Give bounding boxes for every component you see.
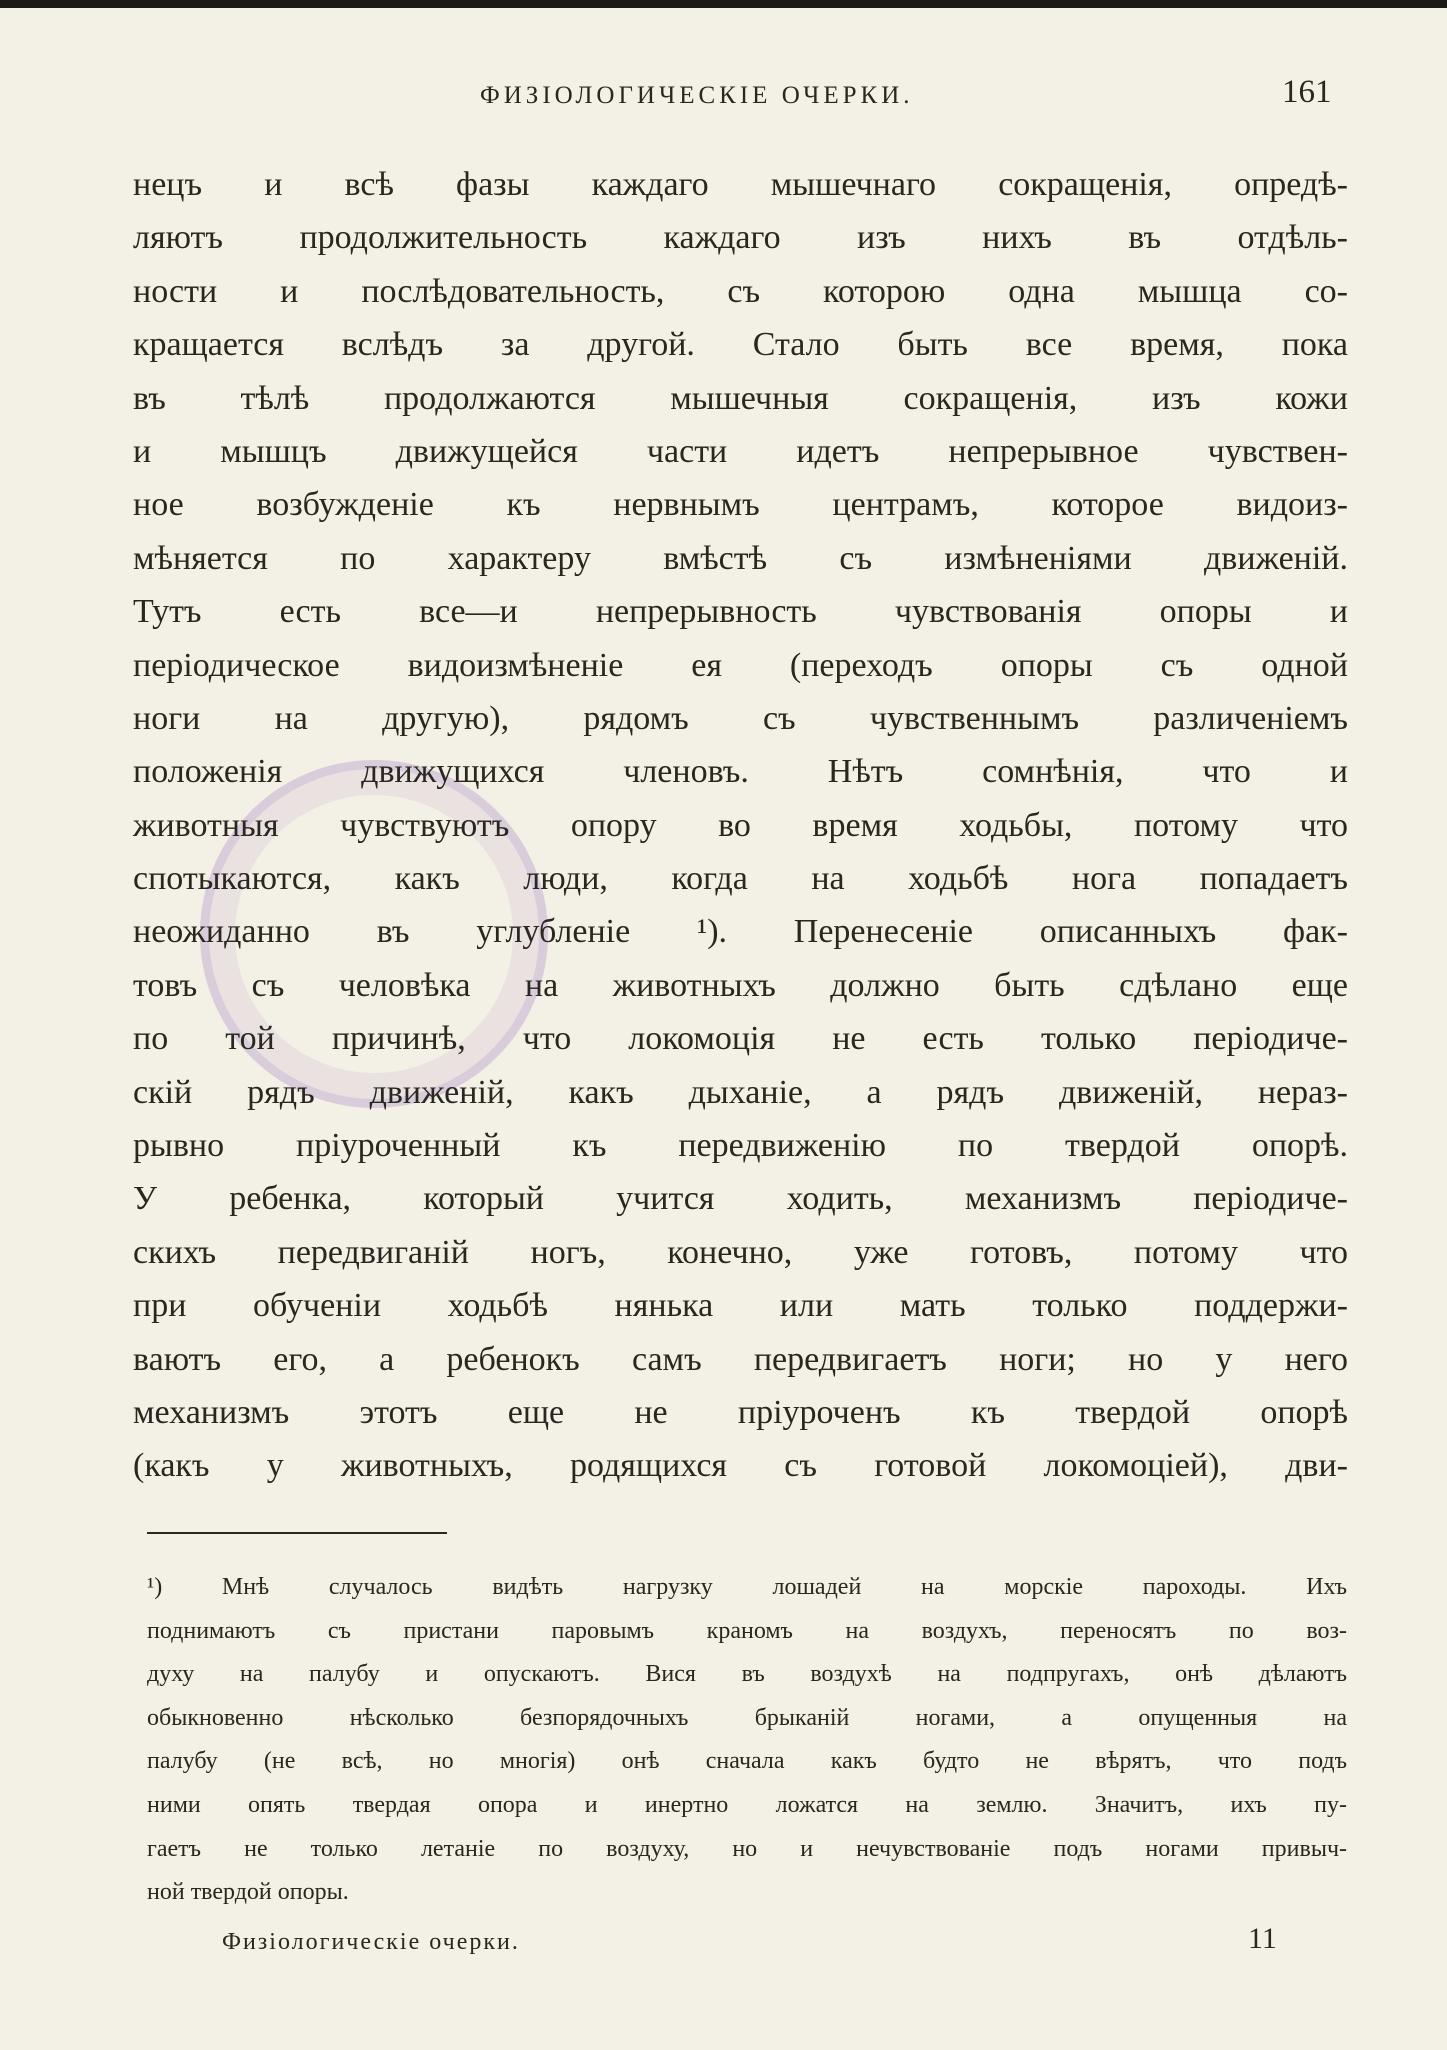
text-line: ное возбужденіе къ нервнымъ центрамъ, которое видоиз- bbox=[133, 486, 1348, 524]
text-line: въ тѣлѣ продолжаются мышечныя сокращенія, изъ кожи bbox=[133, 379, 1348, 417]
text-line: при обученіи ходьбѣ нянька или мать только поддержи- bbox=[133, 1287, 1348, 1325]
footnote-divider bbox=[147, 1532, 447, 1534]
footnote-line: гаетъ не только летаніе по воздуху, но и нечувствованіе подъ ногами привыч- bbox=[147, 1835, 1347, 1862]
text-line: товъ съ человѣка на животныхъ должно быть сдѣлано еще bbox=[133, 966, 1348, 1004]
text-line: періодическое видоизмѣненіе ея (переходъ опоры съ одной bbox=[133, 646, 1348, 684]
text-line: (какъ у животныхъ, родящихся съ готовой локомоціей), дви- bbox=[133, 1447, 1348, 1485]
footnote-line: ними опять твердая опора и инертно ложатся на землю. Значитъ, ихъ пу- bbox=[147, 1791, 1347, 1818]
footnote-line: духу на палубу и опускаютъ. Вися въ воздухѣ на подпругахъ, онѣ дѣлаютъ bbox=[147, 1661, 1347, 1688]
sheet-number: 11 bbox=[1248, 1922, 1277, 1955]
footnote-line: палубу (не всѣ, но многія) онѣ сначала какъ будто не вѣрятъ, что подъ bbox=[147, 1748, 1347, 1775]
text-line: скихъ передвиганій ногъ, конечно, уже готовъ, потому что bbox=[133, 1233, 1348, 1271]
text-line: рывно пріуроченный къ передвиженію по твердой опорѣ. bbox=[133, 1127, 1348, 1165]
text-line: животныя чувствуютъ опору во время ходьбы, потому что bbox=[133, 806, 1348, 844]
footnote-line: ной твердой опоры. bbox=[147, 1879, 349, 1906]
text-line: мѣняется по характеру вмѣстѣ съ измѣненіями движеній. bbox=[133, 539, 1348, 577]
text-line: и мышцъ движущейся части идетъ непрерывное чувствен- bbox=[133, 432, 1348, 470]
footnote bbox=[147, 1566, 1347, 1915]
text-line: кращается вслѣдъ за другой. Стало быть все время, пока bbox=[133, 326, 1348, 364]
text-line: неожиданно въ углубленіе ¹). Перенесеніе описанныхъ фак- bbox=[133, 913, 1348, 951]
text-line: положенія движущихся членовъ. Нѣтъ сомнѣнія, что и bbox=[133, 753, 1348, 791]
footnote-line: поднимаютъ съ пристани паровымъ краномъ на воздухъ, переносятъ по воз- bbox=[147, 1617, 1347, 1644]
text-line: нецъ и всѣ фазы каждаго мышечнаго сокращенія, опредѣ- bbox=[133, 166, 1348, 203]
footnote-line: обыкновенно нѣсколько безпорядочныхъ брыканій ногами, а опущенныя на bbox=[147, 1704, 1347, 1731]
text-line: механизмъ этотъ еще не пріуроченъ къ твердой опорѣ bbox=[133, 1393, 1348, 1431]
text-line: ноги на другую), рядомъ съ чувственнымъ различеніемъ bbox=[133, 699, 1348, 737]
footnote-line: ¹) Мнѣ случалось видѣть нагрузку лошадей на морскіе пароходы. Ихъ bbox=[147, 1574, 1347, 1600]
text-line: Тутъ есть все—и непрерывность чувствованія опоры и bbox=[133, 593, 1348, 631]
top-border bbox=[0, 0, 1447, 8]
text-line: скій рядъ движеній, какъ дыханіе, а рядъ движеній, нераз- bbox=[133, 1073, 1348, 1111]
text-line: ности и послѣдовательность, съ которою одна мышца со- bbox=[133, 272, 1348, 310]
text-line: спотыкаются, какъ люди, когда на ходьбѣ нога попадаетъ bbox=[133, 860, 1348, 898]
text-line: ляютъ продолжительность каждаго изъ нихъ въ отдѣль- bbox=[133, 219, 1348, 257]
text-line: ваютъ его, а ребенокъ самъ передвигаетъ ноги; но у него bbox=[133, 1340, 1348, 1378]
printer-signature: Физіологическіе очерки. bbox=[222, 1929, 520, 1955]
page-number: 161 bbox=[1282, 74, 1332, 110]
text-line: по той причинѣ, что локомоція не есть только періодиче- bbox=[133, 1020, 1348, 1058]
running-head: ФИЗІОЛОГИЧЕСКІЕ ОЧЕРКИ. bbox=[480, 82, 914, 109]
main-text bbox=[133, 158, 1348, 1493]
text-line: У ребенка, который учится ходить, механизмъ періодиче- bbox=[133, 1180, 1348, 1218]
